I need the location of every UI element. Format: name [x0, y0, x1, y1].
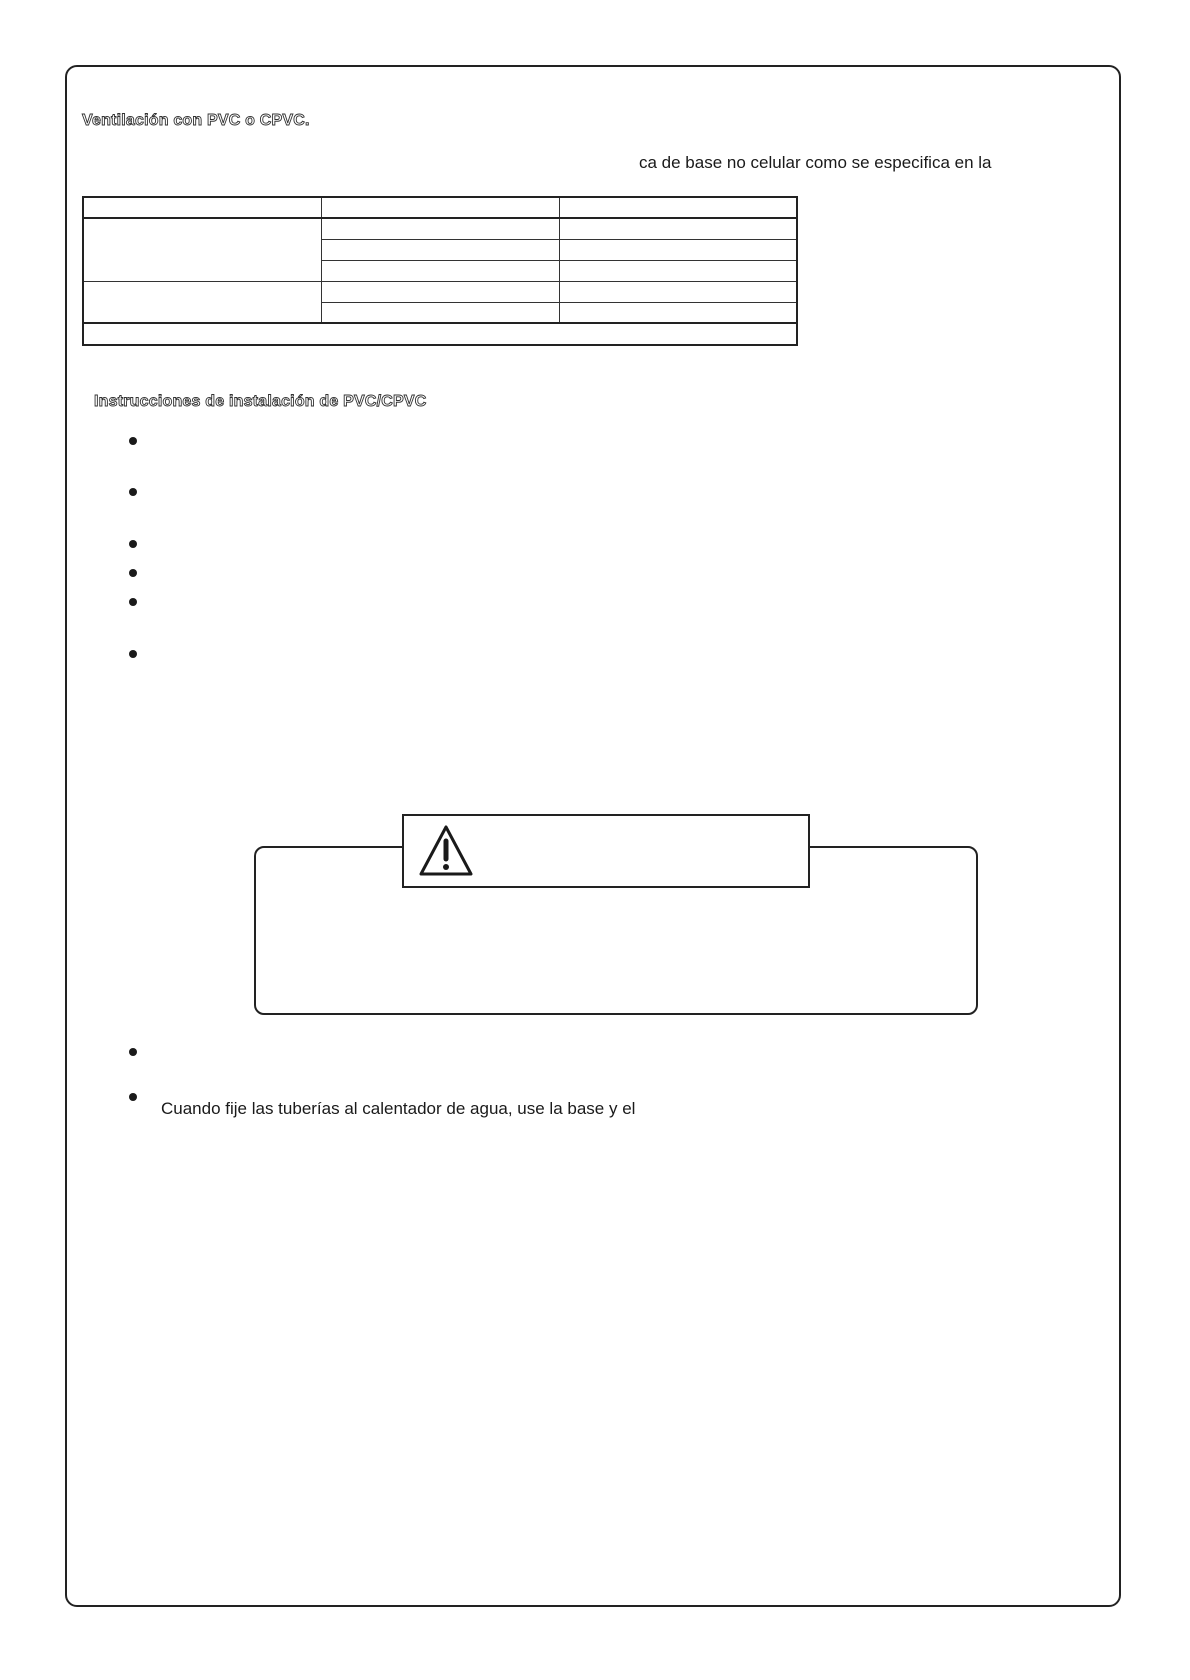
table-cell [559, 218, 797, 239]
vent-table [82, 196, 798, 346]
table-cell [559, 239, 797, 260]
bullet-dot [129, 1048, 137, 1056]
section-title: Ventilación con PVC o CPVC. [82, 112, 310, 129]
bullet-text: Cuando fije las tuberías al calentador de agua, use la base y el [161, 1099, 636, 1118]
table-cell [321, 218, 559, 239]
table-row [83, 281, 797, 302]
table-row [83, 218, 797, 239]
warning-header [402, 814, 810, 888]
table-cell [83, 323, 797, 345]
bullet-dot [129, 569, 137, 577]
table-cell [321, 239, 559, 260]
table-cell [321, 281, 559, 302]
intro-text: ca de base no celular como se especifica en la [639, 153, 992, 172]
table-cell [321, 260, 559, 281]
table-cell [83, 218, 321, 281]
bullet-dot [129, 540, 137, 548]
table-cell [321, 302, 559, 323]
bullet-dot [129, 1093, 137, 1101]
table-cell [83, 197, 321, 218]
table-cell [559, 281, 797, 302]
table-cell [321, 197, 559, 218]
bullet-dot [129, 488, 137, 496]
table-cell [559, 197, 797, 218]
table-footer-row [83, 323, 797, 345]
table-cell [559, 302, 797, 323]
table-header-row [83, 197, 797, 218]
bullet-dot [129, 437, 137, 445]
subheading: Instrucciones de instalación de PVC/CPVC [94, 393, 427, 410]
table-cell [559, 260, 797, 281]
bullet-dot [129, 598, 137, 606]
warning-triangle-icon [418, 824, 474, 878]
table-cell [83, 281, 321, 323]
bullet-dot [129, 650, 137, 658]
